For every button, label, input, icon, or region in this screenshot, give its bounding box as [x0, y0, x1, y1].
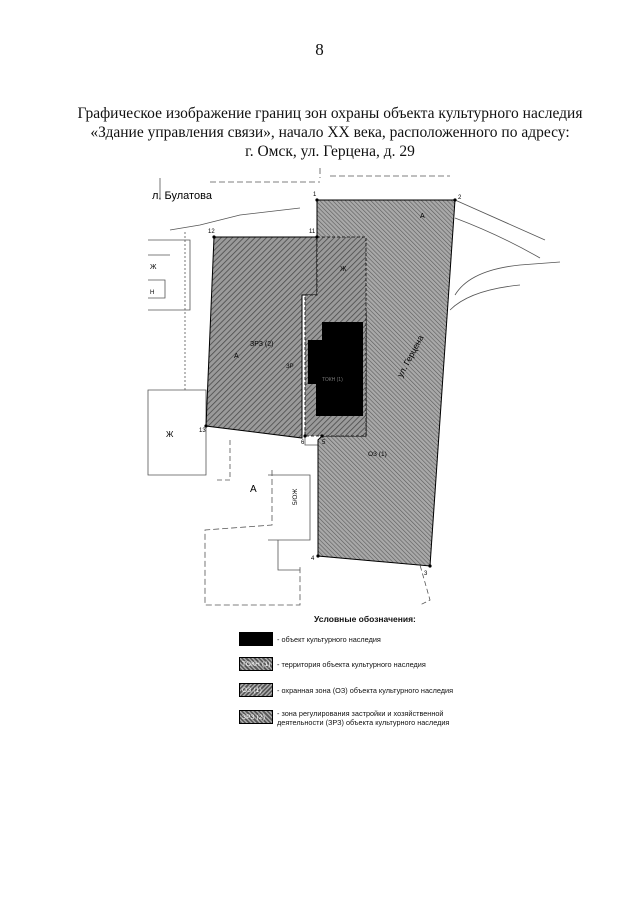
point-13: 13 — [199, 428, 206, 434]
legend-text-zrz-line-2: деятельности (ЗРЗ) объекта культурного наследия — [277, 718, 450, 727]
street-gertsena-label: ул. Герцена — [394, 333, 426, 379]
zh-inner-label: Ж — [340, 266, 347, 273]
legend-swatch-territory — [239, 657, 273, 671]
page-number: 8 — [315, 40, 324, 59]
a-label-top: А — [420, 213, 425, 220]
legend-text-oz: - охранная зона (ОЗ) объекта культурного наследия — [277, 686, 454, 695]
point-6: 6 — [301, 440, 305, 446]
oz-zone-label: ОЗ (1) — [368, 451, 387, 458]
zh-label-bottom: Ж — [166, 430, 174, 439]
legend-swatch-oz — [239, 683, 273, 697]
legend-text-zrz-line-1: - зона регулирования застройки и хозяйственной — [277, 709, 444, 718]
a-label-left: А — [234, 353, 239, 360]
point-2: 2 — [458, 195, 462, 201]
point-3: 3 — [424, 571, 428, 577]
legend-title: Условные обозначения: — [314, 614, 416, 624]
zr-label: ЗР — [286, 364, 294, 370]
legend-swatch-zrz — [239, 710, 273, 724]
legend-swatch-zrz-text: ЗРЗ (2) — [242, 714, 266, 721]
legend-text-zrz — [277, 709, 449, 727]
title-line-1: Графическое изображение границ зон охраны объекта культурного наследия — [77, 105, 583, 122]
zrz-zone — [206, 237, 317, 438]
legend-text-territory: - территория объекта культурного наследия — [277, 660, 426, 669]
point-5: 5 — [322, 440, 326, 446]
legend-swatch-heritage — [239, 632, 273, 646]
title-line-3: г. Омск, ул. Герцена, д. 29 — [245, 143, 415, 160]
point-1: 1 — [313, 192, 317, 198]
tokn-label: ТОКН (1) — [322, 377, 343, 383]
title-line-2: «Здание управления связи», начало XX века, расположенного по адресу: — [90, 124, 570, 141]
legend-swatch-oz-text: ОЗ (1) — [242, 687, 262, 694]
point-12: 12 — [208, 229, 215, 235]
n-label: Н — [150, 290, 155, 296]
point-11: 11 — [309, 229, 316, 235]
zh-label-top: Ж — [150, 264, 157, 271]
legend-text-heritage: - объект культурного наследия — [277, 635, 381, 644]
a-label-bottom: А — [250, 484, 257, 495]
building-5zh-label: 5/ОЖ — [292, 488, 299, 505]
point-4: 4 — [311, 556, 315, 562]
street-bulatova-label: л. Булатова — [152, 190, 212, 202]
zrz-zone-label: ЗРЗ (2) — [250, 341, 274, 348]
legend-swatch-territory-text: ТОКН (1) — [242, 661, 271, 668]
